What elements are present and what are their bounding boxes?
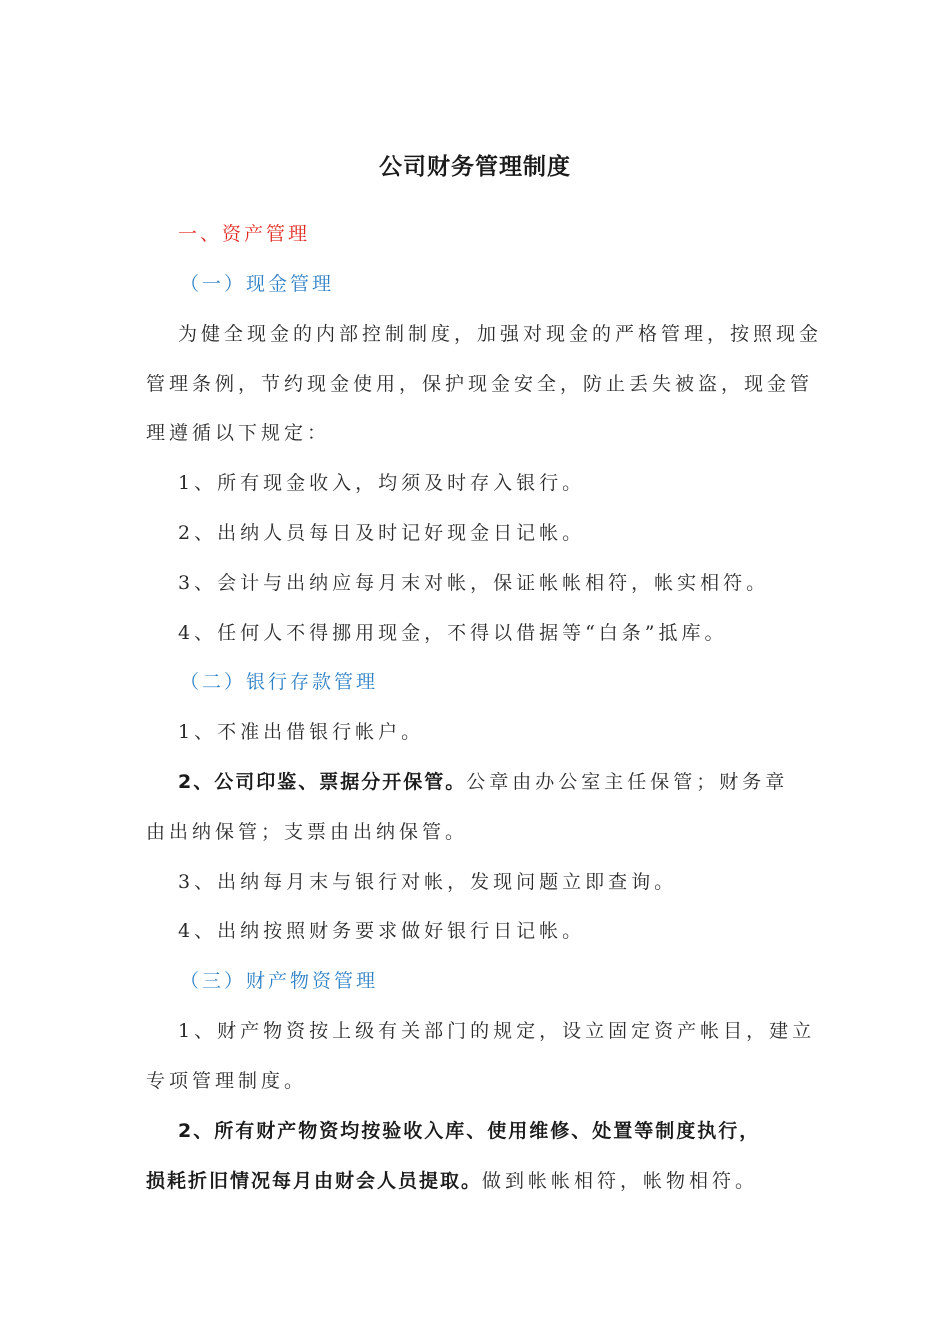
bank-rule-2-text: 公章由办公室主任保管；财务章 <box>466 771 789 793</box>
bank-rule-2 <box>178 769 788 795</box>
property-rule-1-continuation: 专项管理制度。 <box>146 1070 308 1092</box>
cash-rule-2: 2、出纳人员每日及时记好现金日记帐。 <box>178 522 586 544</box>
bank-rule-4: 4、出纳按照财务要求做好银行日记帐。 <box>178 920 586 942</box>
property-rule-1: 1、财产物资按上级有关部门的规定，设立固定资产帐目，建立 <box>178 1020 816 1042</box>
document-title: 公司财务管理制度 <box>379 154 571 180</box>
property-rule-2-emphasis: 损耗折旧情况每月由财会人员提取。 <box>146 1170 483 1192</box>
subsection-heading-bank: （二）银行存款管理 <box>180 671 379 693</box>
cash-rule-1: 1、所有现金收入，均须及时存入银行。 <box>178 472 586 494</box>
bank-rule-3: 3、出纳每月末与银行对帐，发现问题立即查询。 <box>178 871 678 893</box>
cash-rule-3: 3、会计与出纳应每月末对帐，保证帐帐相符，帐实相符。 <box>178 572 770 594</box>
cash-intro-line-1: 为健全现金的内部控制制度，加强对现金的严格管理，按照现金 <box>178 323 823 345</box>
cash-rule-4: 4、任何人不得挪用现金，不得以借据等“白条”抵库。 <box>178 622 728 644</box>
cash-intro-line-3: 理遵循以下规定： <box>146 422 331 444</box>
section-heading-asset-management: 一、资产管理 <box>178 223 311 245</box>
cash-intro-line-2: 管理条例，节约现金使用，保护现金安全，防止丢失被盗，现金管 <box>146 373 814 395</box>
property-rule-2: 2、所有财产物资均按验收入库、使用维修、处置等制度执行， <box>178 1120 761 1142</box>
property-rule-2-text: 做到帐帐相符，帐物相符。 <box>482 1170 759 1192</box>
bank-rule-2-continuation: 由出纳保管；支票由出纳保管。 <box>146 821 469 843</box>
subsection-heading-cash: （一）现金管理 <box>180 273 335 295</box>
bank-rule-1: 1、不准出借银行帐户。 <box>178 721 425 743</box>
subsection-heading-property: （三）财产物资管理 <box>180 970 379 992</box>
property-rule-2-continuation <box>146 1168 758 1194</box>
bank-rule-2-emphasis: 2、公司印鉴、票据分开保管。 <box>178 771 467 793</box>
